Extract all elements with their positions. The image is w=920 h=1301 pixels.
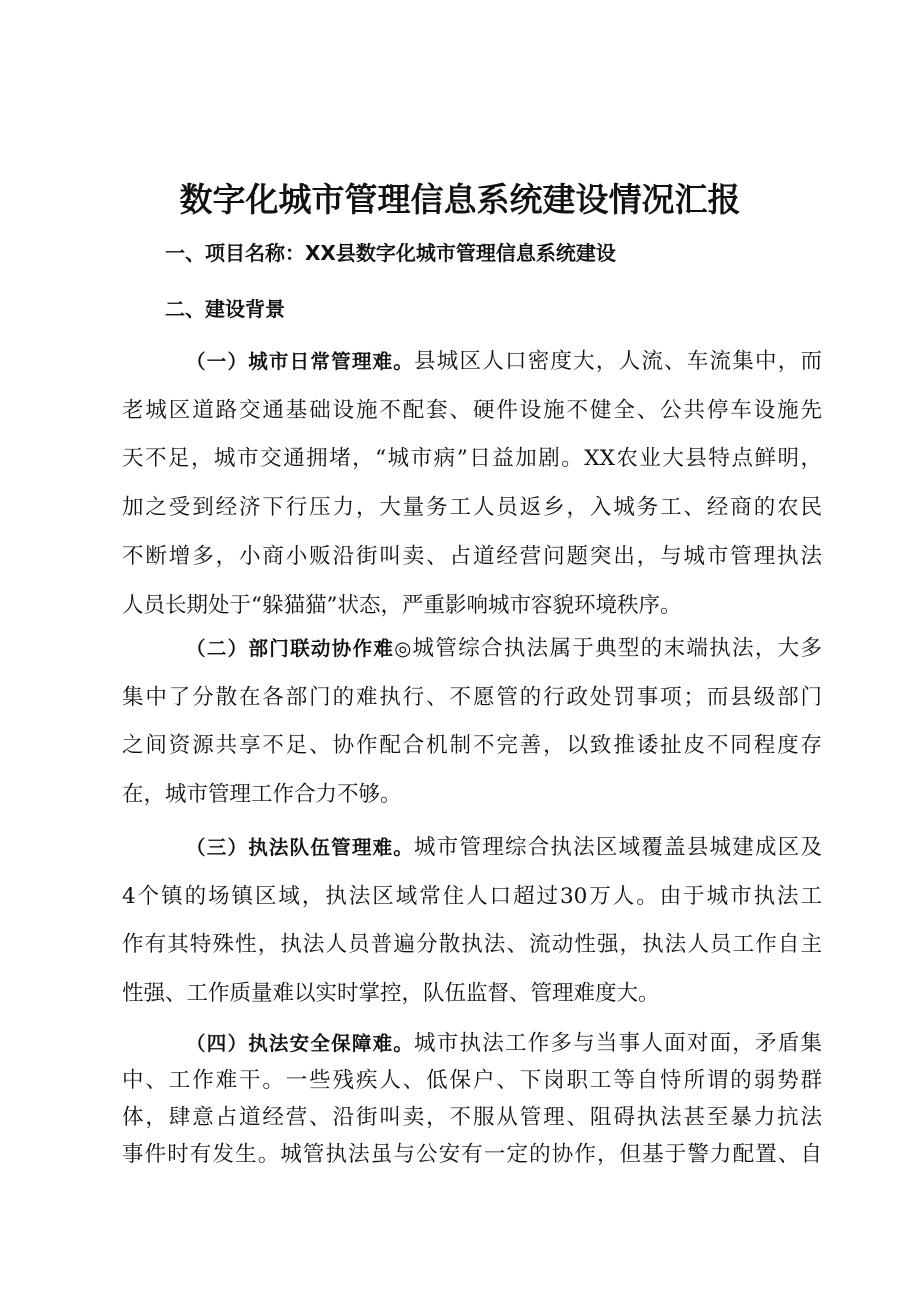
- paragraph-line: 在，城市管理工作合力不够。: [122, 781, 402, 807]
- paragraph-enforcement-safety: [122, 1025, 822, 1173]
- paragraph-line: 集中了分散在各部门的难执行、不愿管的行政处罚事项；而县级部门: [122, 684, 822, 710]
- paragraph-team-management: [122, 824, 822, 1018]
- paragraph-lead: （一）城市日常管理难。: [186, 350, 415, 373]
- paragraph-line: [122, 824, 822, 873]
- paragraph-line: 之间资源共享不足、协作配合机制不完善，以致推诿扯皮不同程度存: [122, 733, 822, 758]
- paragraph-line: [122, 1025, 822, 1062]
- paragraph-line: [122, 338, 822, 387]
- paragraph-line: [122, 625, 822, 674]
- paragraph-department-coordination: [122, 625, 822, 819]
- section-heading-project-name: 一、项目名称：XX县数字化城市管理信息系统建设: [165, 241, 616, 265]
- paragraph-lead: （四）执法安全保障难。: [186, 1032, 415, 1055]
- paragraph-line: 体，肆意占道经营、沿街叫卖，不服从管理、阻碍执法甚至暴力抗法: [122, 1105, 822, 1130]
- paragraph-line: 事件时有发生。城管执法虽与公安有一定的协作，但基于警力配置、自: [122, 1142, 822, 1167]
- paragraph-line: 加之受到经济下行压力，大量务工人员返乡，入城务工、经商的农民: [122, 495, 822, 521]
- section-heading-background: 二、建设背景: [165, 297, 285, 321]
- paragraph-line: 性强、工作质量难以实时掌控，队伍监督、管理难度大。: [122, 980, 660, 1006]
- paragraph-line: 老城区道路交通基础设施不配套、硬件设施不健全、公共停车设施先: [122, 397, 822, 423]
- paragraph-line: 作有其特殊性，执法人员普遍分散执法、流动性强，执法人员工作自主: [122, 932, 822, 957]
- paragraph-line: 人员长期处于“躲猫猫”状态，严重影响城市容貌环境秩序。: [122, 592, 682, 618]
- paragraph-daily-management: [122, 338, 822, 630]
- paragraph-text: 县城区人口密度大，人流、车流集中，而: [414, 349, 822, 374]
- document-title: 数字化城市管理信息系统建设情况汇报: [179, 180, 741, 219]
- paragraph-line: 天不足，城市交通拥堵，“城市病”日益加剧。XX农业大县特点鲜明，: [122, 446, 822, 472]
- paragraph-line: 4个镇的场镇区域，执法区域常住人口超过30万人。由于城市执法工: [122, 883, 822, 909]
- paragraph-text: 城市执法工作多与当事人面对面，矛盾集: [414, 1031, 822, 1056]
- paragraph-line: 不断增多，小商小贩沿街叫卖、占道经营问题突出，与城市管理执法: [122, 543, 822, 569]
- paragraph-lead: （三）执法队伍管理难。: [186, 836, 415, 859]
- paragraph-line: 中、工作难干。一些残疾人、低保户、下岗职工等自恃所谓的弱势群: [122, 1068, 822, 1093]
- paragraph-lead: （二）部门联动协作难◎: [186, 637, 413, 660]
- paragraph-text: 城市管理综合执法区域覆盖县城建成区及: [414, 835, 822, 860]
- paragraph-text: 城管综合执法属于典型的末端执法，大多: [412, 636, 822, 661]
